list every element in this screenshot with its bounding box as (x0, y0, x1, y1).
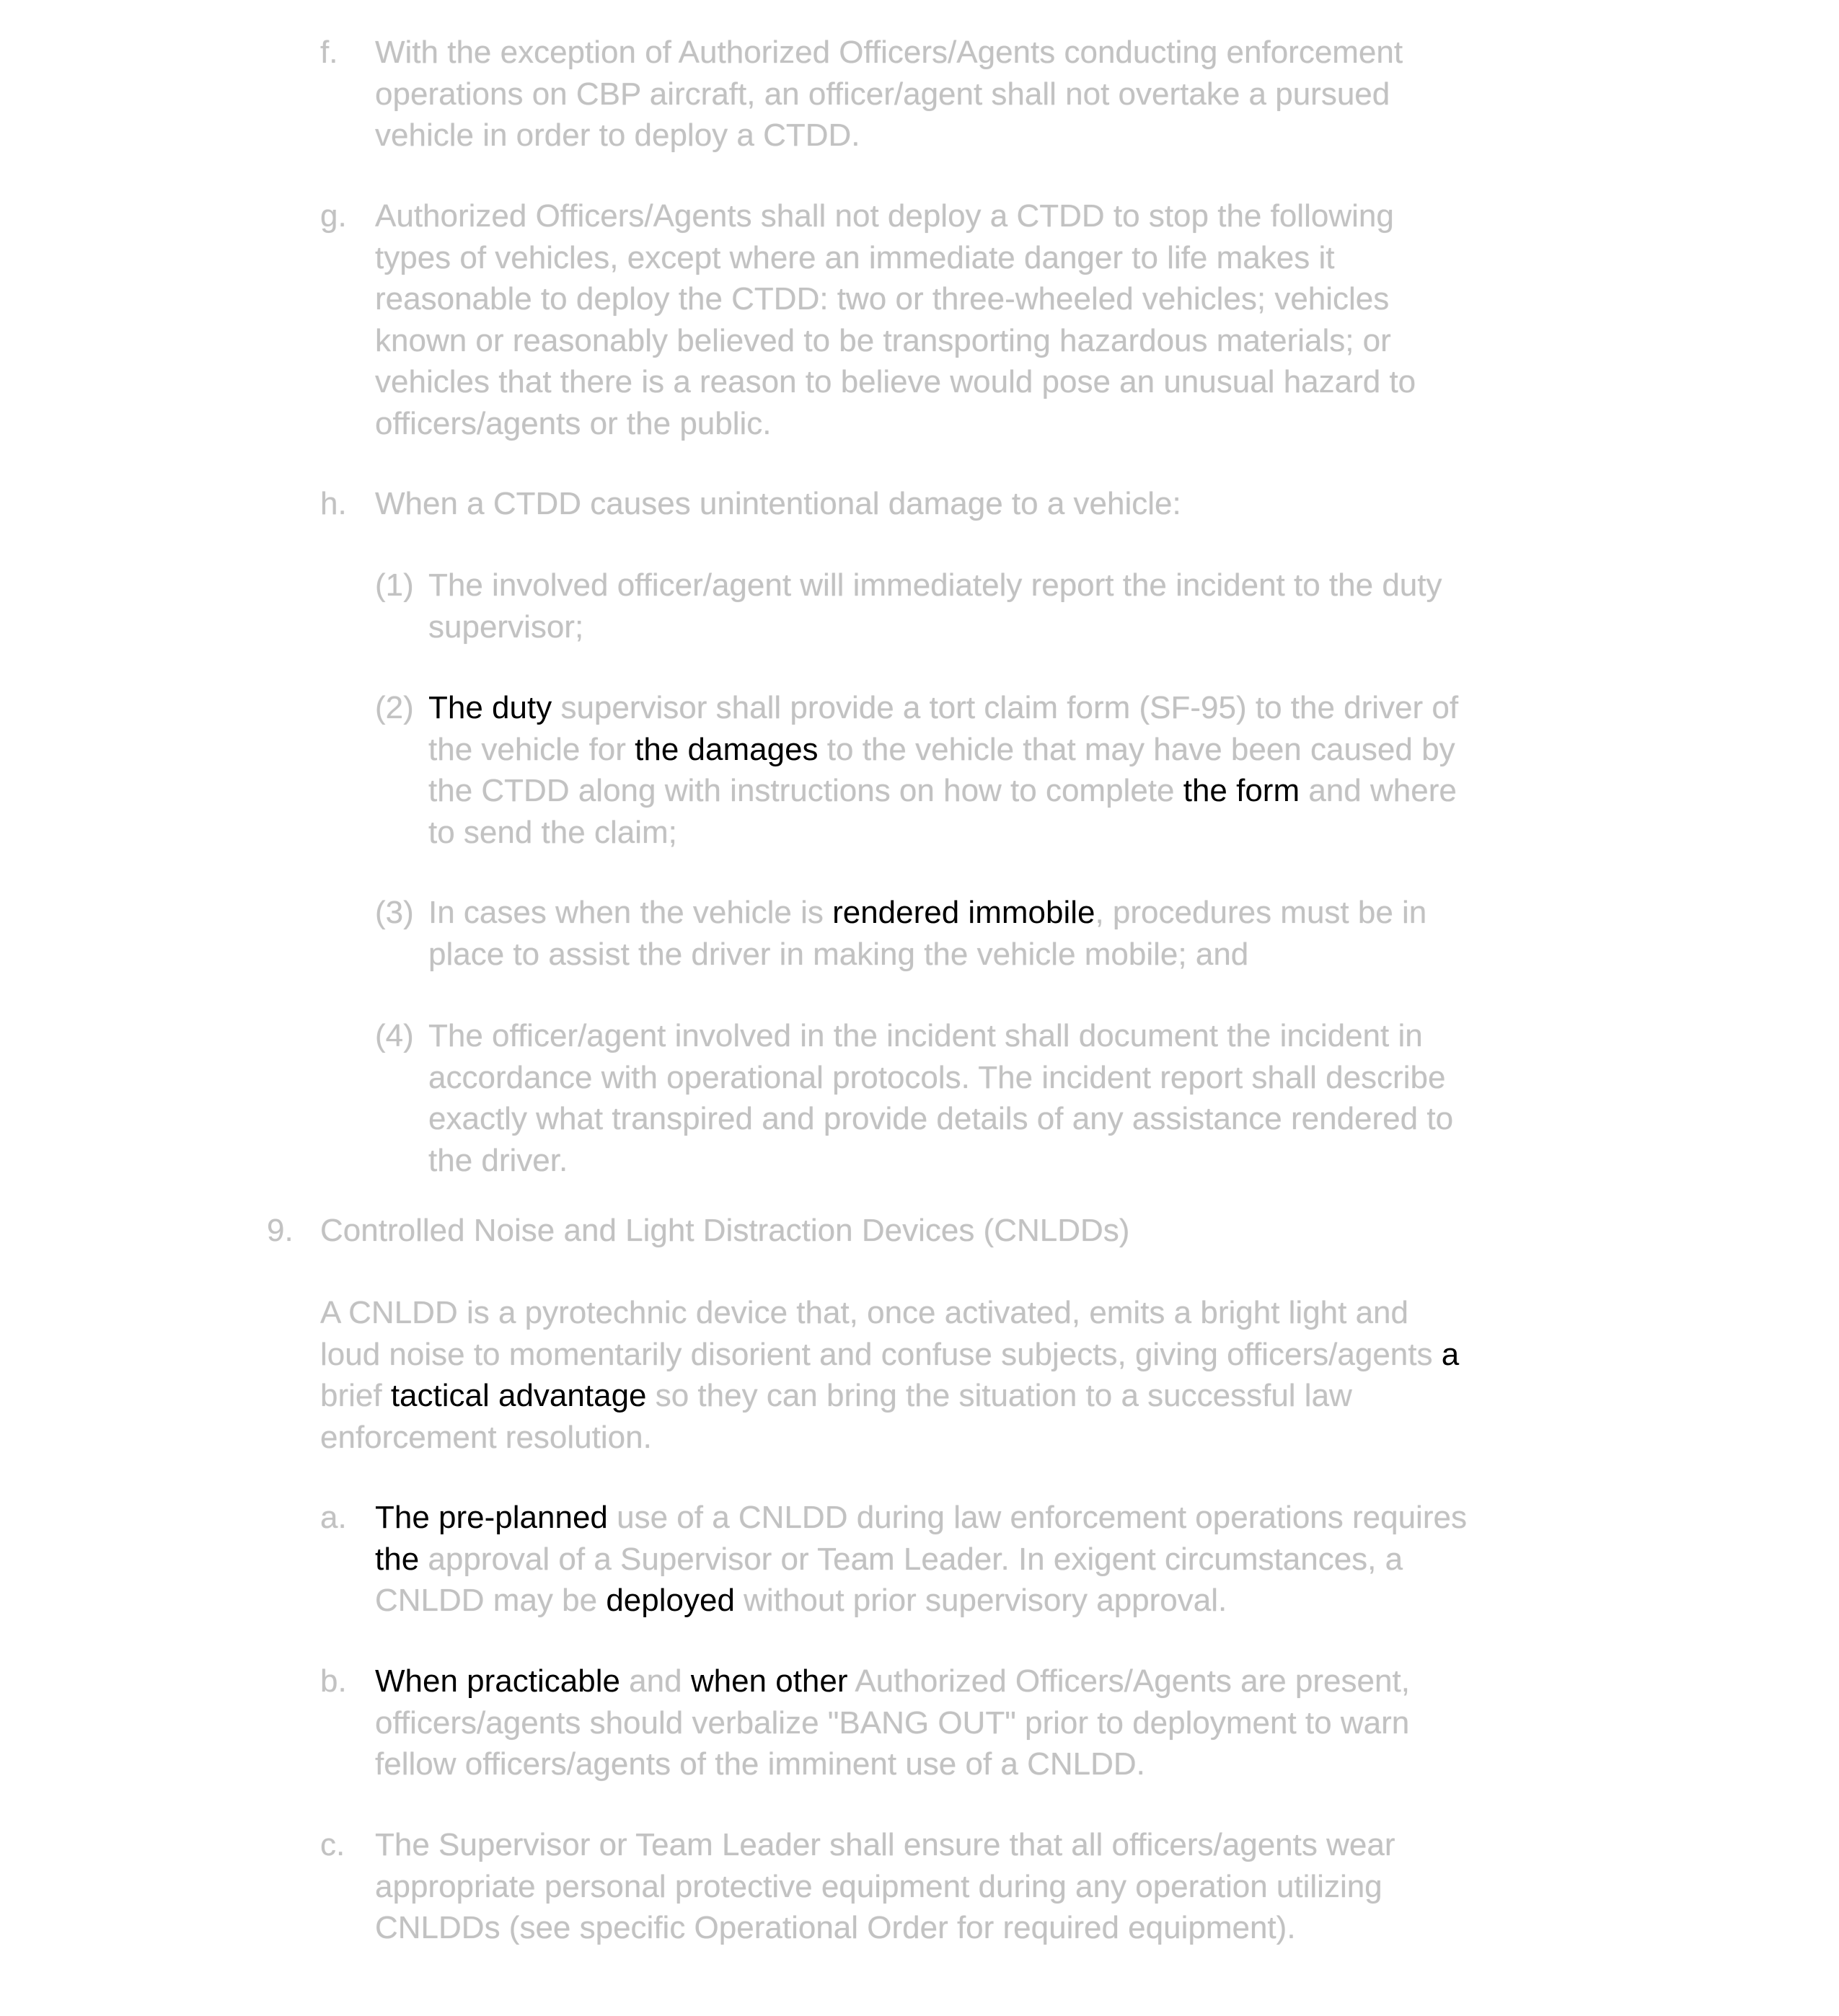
text-segment: supervisor shall provide a tort claim form (SF-95) to the driver of (552, 690, 1459, 725)
highlighted-text: the damages (635, 731, 819, 767)
text-segment: and where (1300, 773, 1457, 808)
text-line: fellow officers/agents of the imminent use of a CNLDD. (375, 1746, 1145, 1782)
text-line: CNLDDs (see specific Operational Order for required equipment). (375, 1910, 1296, 1945)
item-label: c. (320, 1827, 345, 1862)
item-label: a. (320, 1500, 347, 1535)
highlighted-text: rendered immobile (832, 895, 1095, 930)
text-segment: so they can bring the situation to a successful law (646, 1378, 1352, 1413)
item-label: b. (320, 1663, 347, 1699)
text-line: With the exception of Authorized Officers/Agents conducting enforcement (375, 35, 1403, 70)
section-title: Controlled Noise and Light Distraction Devices (CNLDDs) (320, 1213, 1130, 1248)
section-number: 9. (267, 1213, 294, 1248)
text-line: Authorized Officers/Agents shall not deploy a CTDD to stop the following (375, 198, 1394, 234)
text-line: accordance with operational protocols. The incident report shall describe (428, 1059, 1446, 1095)
item-label: f. (320, 35, 338, 70)
text-line: types of vehicles, except where an immediate danger to life makes it (375, 239, 1335, 275)
item-label: (4) (375, 1018, 414, 1053)
text-line: The officer/agent involved in the incident shall document the incident in (428, 1018, 1423, 1053)
text-line: A CNLDD is a pyrotechnic device that, once activated, emits a bright light and (320, 1295, 1408, 1330)
highlighted-text: When practicable (375, 1663, 620, 1699)
text-line: officers/agents or the public. (375, 405, 772, 441)
highlighted-text: The pre-planned (375, 1500, 608, 1535)
text-line: to send the claim; (428, 814, 677, 850)
item-label: g. (320, 198, 347, 234)
highlighted-text: tactical advantage (390, 1378, 647, 1413)
highlighted-text: deployed (606, 1583, 735, 1618)
text-segment: brief (320, 1378, 391, 1413)
text-segment: and (619, 1663, 691, 1699)
text-segment: CNLDD may be (375, 1583, 607, 1618)
item-label: (3) (375, 895, 414, 930)
text-line: enforcement resolution. (320, 1419, 652, 1455)
text-line: place to assist the driver in making the vehicle mobile; and (428, 936, 1249, 972)
highlighted-text: The duty (428, 690, 552, 725)
text-segment: the vehicle for (428, 731, 635, 767)
text-line: operations on CBP aircraft, an officer/agent shall not overtake a pursued (375, 76, 1390, 112)
text-line: officers/agents should verbalize "BANG OUT" prior to deployment to warn (375, 1705, 1410, 1741)
text-line: vehicles that there is a reason to believe would pose an unusual hazard to (375, 364, 1416, 399)
text-segment: , procedures must be in (1095, 895, 1427, 930)
text-line: The involved officer/agent will immediately report the incident to the duty (428, 567, 1442, 603)
text-line: appropriate personal protective equipment during any operation utilizing (375, 1868, 1382, 1904)
text-segment: In cases when the vehicle is (428, 895, 833, 930)
text-segment: approval of a Supervisor or Team Leader. In exigent circumstances, a (419, 1541, 1403, 1577)
text-line: vehicle in order to deploy a CTDD. (375, 118, 860, 153)
text-segment: the CTDD along with instructions on how to complete (428, 773, 1183, 808)
item-label: (2) (375, 690, 414, 725)
text-segment: to the vehicle that may have been caused by (818, 731, 1455, 767)
text-line: the driver. (428, 1142, 568, 1178)
highlighted-text: the (375, 1541, 420, 1577)
text-segment: loud noise to momentarily disorient and confuse subjects, giving officers/agents (320, 1336, 1442, 1372)
text-segment: without prior supervisory approval. (734, 1583, 1227, 1618)
text-segment: use of a CNLDD during law enforcement operations requires (607, 1500, 1467, 1535)
text-line: When a CTDD causes unintentional damage to a vehicle: (375, 486, 1181, 521)
highlighted-text: when other (690, 1663, 848, 1699)
item-label: (1) (375, 567, 414, 603)
highlighted-text: a (1441, 1336, 1460, 1372)
text-line: exactly what transpired and provide details of any assistance rendered to (428, 1101, 1454, 1136)
text-line: The Supervisor or Team Leader shall ensure that all officers/agents wear (375, 1827, 1395, 1862)
highlighted-text: the form (1183, 773, 1300, 808)
text-line: known or reasonably believed to be transporting hazardous materials; or (375, 322, 1391, 358)
item-label: h. (320, 486, 347, 521)
text-line: supervisor; (428, 609, 584, 645)
text-line: reasonable to deploy the CTDD: two or three-wheeled vehicles; vehicles (375, 281, 1390, 317)
text-segment: Authorized Officers/Agents are present, (847, 1663, 1410, 1699)
